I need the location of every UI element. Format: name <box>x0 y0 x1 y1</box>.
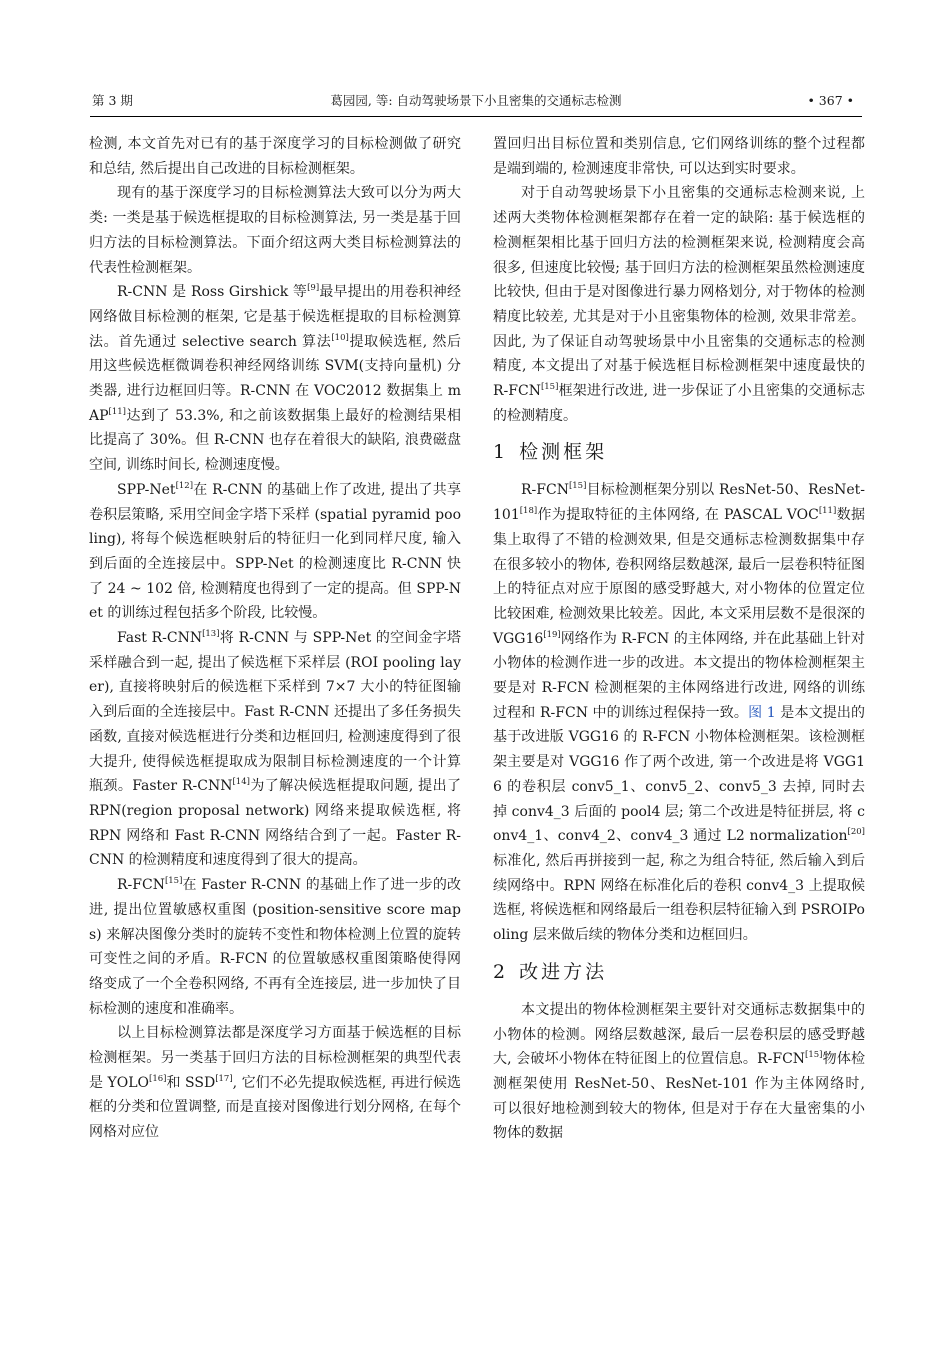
paragraph: 本文提出的物体检测框架主要针对交通标志数据集中的小物体的检测。网络层数越深, 最后一层卷积层的感受野越大, 会破坏小物体在特征图上的位置信息。R-FCN[15]物体检测框架使用 ResNet-50、ResNet-101 作为主体网络时, 可以很好地检测到较大的物体, 但是对于存在大量密集的小物体的数据 <box>493 1001 865 1142</box>
paragraph: 对于自动驾驶场景下小且密集的交通标志检测来说, 上述两大类物体检测框架都存在着一定的缺陷: 基于候选框的检测框架相比基于回归方法的检测框架来说, 检测精度会高很多, 但速度比较慢; 基于回归方法的检测框架虽然检测速度比较快, 但由于是对图像进行暴力网格划分, 对于物体的检测精度比较差, 尤其是对于小且密集物体的检测, 效果非常差。因此, 为了保证自动驾驶场景中小且密集的交通标志的检测精度, 本文提出了对基于候选框目标检测框架中速度最快的 R-FCN[15]框架进行改进, 进一步保证了小且密集的交通标志的检测精度。 <box>493 185 865 424</box>
issue-number: 第 3 期 <box>92 93 133 108</box>
right-column <box>493 132 865 1146</box>
figure-reference-link[interactable]: 图 1 <box>748 704 776 721</box>
paragraph: 置回归出目标位置和类别信息, 它们网络训练的整个过程都是端到端的, 检测速度非常快, 可以达到实时要求。 <box>493 136 865 177</box>
citation: [16] <box>149 1073 167 1084</box>
section-heading <box>493 438 865 466</box>
section-number: 1 <box>493 441 506 464</box>
citation: [18] <box>519 506 538 517</box>
running-header <box>90 92 862 117</box>
paragraph: SPP-Net[12]在 R-CNN 的基础上作了改进, 提出了共享卷积层策略, 采用空间金字塔下采样 (spatial pyramid pooling), 将每个候选框映射后的特征归一化到同样尺度, 输入到后面的全连接层中。SPP-Net 的检测速度比 R-CNN 快了 24 ~ 102 倍, 检测精度也得到了一定的提高。但 SPP-Net 的训练过程包括多个阶段, 比较慢。 <box>89 480 461 622</box>
citation: [15] <box>805 1050 823 1061</box>
running-title: 葛园园, 等: 自动驾驶场景下小且密集的交通标志检测 <box>330 93 622 108</box>
paragraph: Fast R-CNN[13]将 R-CNN 与 SPP-Net 的空间金字塔采样融合到一起, 提出了候选框下采样层 (ROI pooling layer), 直接将映射后的候选框下采样到 7×7 大小的特征图输入到后面的全连接层中。Fast R-CNN 还提出了多任务损失函数, 直接对候选框进行分类和边框回归, 检测速度得到了很大提升, 使得候选框提取成为限制目标检测速度的一个计算瓶颈。Faster R-CNN[14]为了解决候选框提取问题, 提出了 RPN(region proposal network) 网络来提取候选框, 将 RPN 网络和 Fast R-CNN 网络结合到了一起。Faster R-CNN 的检测精度和速度得到了很大的提高。 <box>89 629 461 869</box>
citation: [15] <box>164 876 183 887</box>
paragraph: 现有的基于深度学习的目标检测算法大致可以分为两大类: 一类是基于候选框提取的目标检测算法, 另一类是基于回归方法的目标检测算法。下面介绍这两大类目标检测算法的代表性检测框架。 <box>89 185 461 276</box>
paragraph: R-FCN[15]目标检测框架分别以 ResNet-50、ResNet-101[18]作为提取特征的主体网络, 在 PASCAL VOC[11]数据集上取得了不错的检测效果, 但是交通标志检测数据集中存在很多较小的物体, 卷积网络层数越深, 最后一层卷积特征图上的特征点对应于原图的感受野越大, 对小物体的位置定位比较困难, 检测效果比较差。因此, 本文采用层数不是很深的 VGG16[19]网络作为 R-FCN 的主体网络, 并在此基础上针对小物体的检测作进一步的改进。本文提出的物体检测框架主要是对 R-FCN 检测框架的主体网络进行改进, 网络的训练过程和 R-FCN 中的训练过程保持一致。图 1 是本文提出的基于改进版 VGG16 的 R-FCN 小物体检测框架。该检测框架主要是对 VGG16 作了两个改进, 第一个改进是将 VGG16 的卷积层 conv5_1、conv5_2、conv5_3 去掉, 同时去掉 conv4_3 后面的 pool4 层; 第二个改进是特征拼层, 将 conv4_1、conv4_2、conv4_3 通过 L2 normalization[20] 标准化, 然后再拼接到一起, 称之为组合特征, 然后输入到后续网络中。RPN 网络在标准化后的卷积 conv4_3 上提取候选框, 将候选框和网络最后一组卷积层特征输入到 PSROIPooling 层来做后续的物体分类和边框回归。 <box>493 481 866 944</box>
citation: [12] <box>175 480 194 491</box>
paragraph: R-CNN 是 Ross Girshick 等[9]最早提出的用卷积神经网络做目标检测的框架, 它是基于候选框提取的目标检测算法。首先通过 selective search 算法[10]提取候选框, 然后用这些候选框微调卷积神经网络训练 SVM(支持向量机) 分类器, 进行边框回归等。R-CNN 在 VOC2012 数据集上 mAP[11]达到了 53.3%, 和之前该数据集上最好的检测结果相比提高了 30%。但 R-CNN 也存在着很大的缺陷, 浪费磁盘空间, 训练时间长, 检测速度慢。 <box>89 283 461 474</box>
citation: [17] <box>215 1073 233 1084</box>
section-number: 2 <box>493 960 506 983</box>
page-number: • 367 • <box>807 93 854 108</box>
citation: [15] <box>568 481 587 492</box>
left-column <box>89 132 461 1145</box>
section-title: 检测框架 <box>519 441 608 464</box>
paragraph: 检测, 本文首先对已有的基于深度学习的目标检测做了研究和总结, 然后提出自己改进的目标检测框架。 <box>89 136 461 177</box>
section-heading <box>493 958 865 986</box>
citation: [11] <box>818 506 837 517</box>
paragraph: 以上目标检测算法都是深度学习方面基于候选框的目标检测框架。另一类基于回归方法的目标检测框架的典型代表是 YOLO[16]和 SSD[17], 它们不必先提取候选框, 再进行候选框的分类和位置调整, 而是直接对图像进行划分网格, 在每个网格对应位 <box>89 1025 461 1141</box>
citation: [19] <box>543 629 561 640</box>
citation: [13] <box>202 629 220 640</box>
paragraph: R-FCN[15]在 Faster R-CNN 的基础上作了进一步的改进, 提出位置敏感权重图 (position-sensitive score maps) 来解决图像分类时的旋转不变性和物体检测上位置的旋转可变性之间的矛盾。R-FCN 的位置敏感权重图策略使得网络变成了一个全卷积网络, 不再有全连接层, 进一步加快了目标检测的速度和准确率。 <box>89 876 461 1017</box>
citation: [11] <box>108 406 126 417</box>
citation: [9] <box>307 283 320 294</box>
citation: [10] <box>331 332 349 343</box>
section-title: 改进方法 <box>519 960 608 983</box>
citation: [14] <box>232 777 250 788</box>
citation: [20] <box>847 827 865 838</box>
citation: [15] <box>540 382 559 393</box>
